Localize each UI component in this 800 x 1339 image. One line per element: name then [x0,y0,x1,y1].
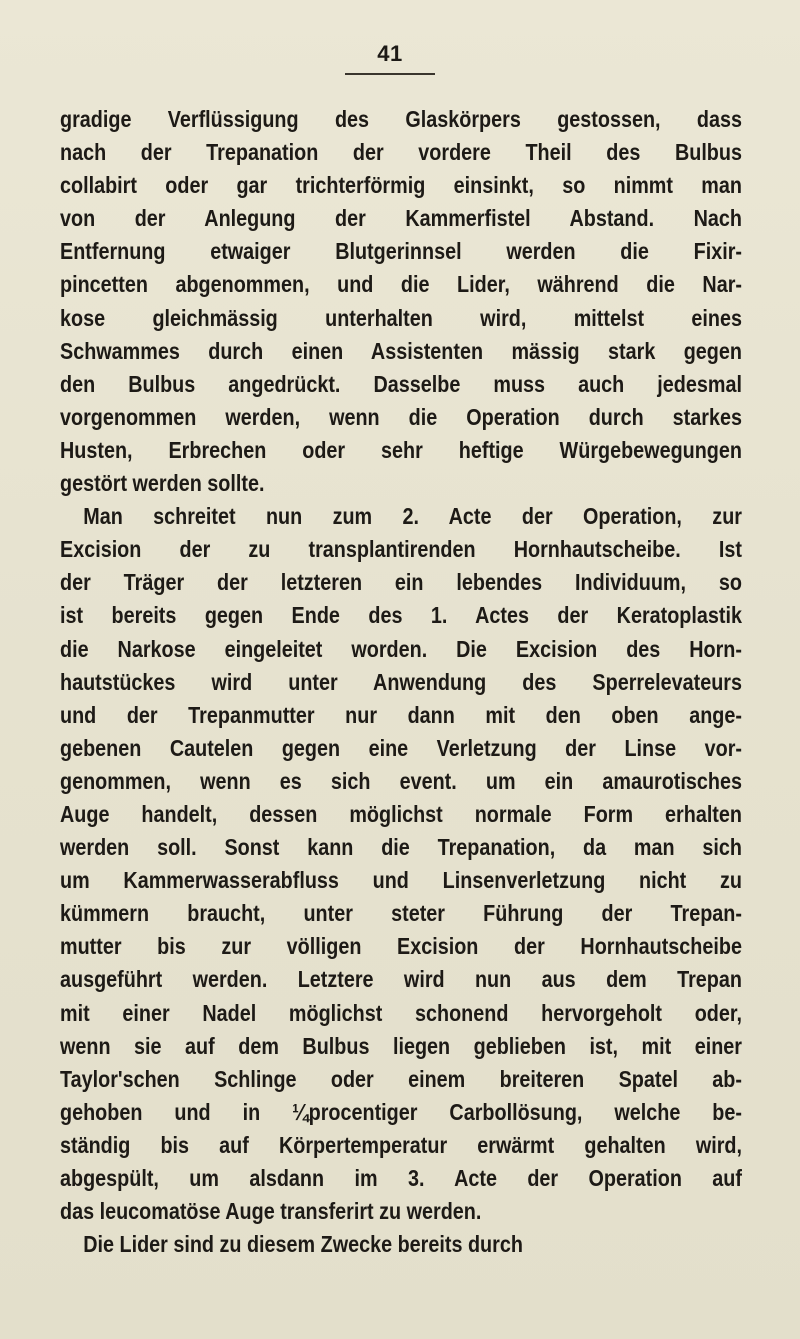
text-line: Die Lider sind zu diesem Zwecke bereits durch [83,1231,523,1258]
text-line: kümmern braucht, unter steter Führung der Trepan- [60,900,742,927]
text-line: hautstückes wird unter Anwendung des Sperrelevateurs [60,668,742,695]
text-line: pincetten abgenommen, und die Lider, während die Nar- [60,271,742,298]
text-line: gradige Verflüssigung des Glaskörpers gestossen, dass [60,106,742,132]
text-line: das leucomatöse Auge transferirt zu werden. [60,1198,482,1225]
text-line: gestört werden sollte. [60,470,265,497]
body-text [60,103,742,1261]
text-line: werden soll. Sonst kann die Trepanation, da man sich [60,834,742,861]
text-line: Taylor'schen Schlinge oder einem breiteren Spatel ab- [60,1065,742,1092]
text-line: die Narkose eingeleitet worden. Die Excision des Horn- [60,635,742,662]
text-line: und der Trepanmutter nur dann mit den oben ange- [60,701,742,728]
text-line: mutter bis zur völligen Excision der Hornhautscheibe [60,933,742,960]
text-line: gebenen Cautelen gegen eine Verletzung der Linse vor- [60,734,742,761]
text-line: Auge handelt, dessen möglichst normale Form erhalten [60,800,742,827]
text-line: Schwammes durch einen Assistenten mässig stark gegen [60,337,742,364]
text-line: ausgeführt werden. Letztere wird nun aus dem Trepan [60,966,742,993]
text-line: gehoben und in ¼procentiger Carbollösung, welche be- [60,1098,742,1125]
text-line: den Bulbus angedrückt. Dasselbe muss auch jedesmal [60,370,742,397]
text-line: ständig bis auf Körpertemperatur erwärmt gehalten wird, [60,1131,742,1158]
text-line: collabirt oder gar trichterförmig einsinkt, so nimmt man [60,172,742,199]
text-line: nach der Trepanation der vordere Theil des Bulbus [60,139,742,166]
text-line: Man schreitet nun zum 2. Acte der Operation, zur [83,503,742,530]
text-line: mit einer Nadel möglichst schonend hervorgeholt oder, [60,999,742,1026]
page-number: 41 [377,41,403,66]
text-line: Entfernung etwaiger Blutgerinnsel werden die Fixir- [60,238,742,265]
text-line: abgespült, um alsdann im 3. Acte der Operation auf [60,1165,742,1191]
header-rule [345,73,435,75]
text-line: ist bereits gegen Ende des 1. Actes der Keratoplastik [60,602,742,629]
text-line: der Träger der letzteren ein lebendes Individuum, so [60,569,742,596]
text-line: vorgenommen werden, wenn die Operation durch starkes [60,403,742,430]
text-line: Husten, Erbrechen oder sehr heftige Würgebewegungen [60,436,742,463]
text-line: Excision der zu transplantirenden Hornhautscheibe. Ist [60,536,742,563]
text-line: genommen, wenn es sich event. um ein amaurotisches [60,767,742,794]
text-line: von der Anlegung der Kammerfistel Abstand. Nach [60,205,742,232]
text-line: wenn sie auf dem Bulbus liegen geblieben ist, mit einer [60,1032,742,1059]
text-line: um Kammerwasserabfluss und Linsenverletzung nicht zu [60,867,742,894]
text-line: kose gleichmässig unterhalten wird, mittelst eines [60,304,742,331]
